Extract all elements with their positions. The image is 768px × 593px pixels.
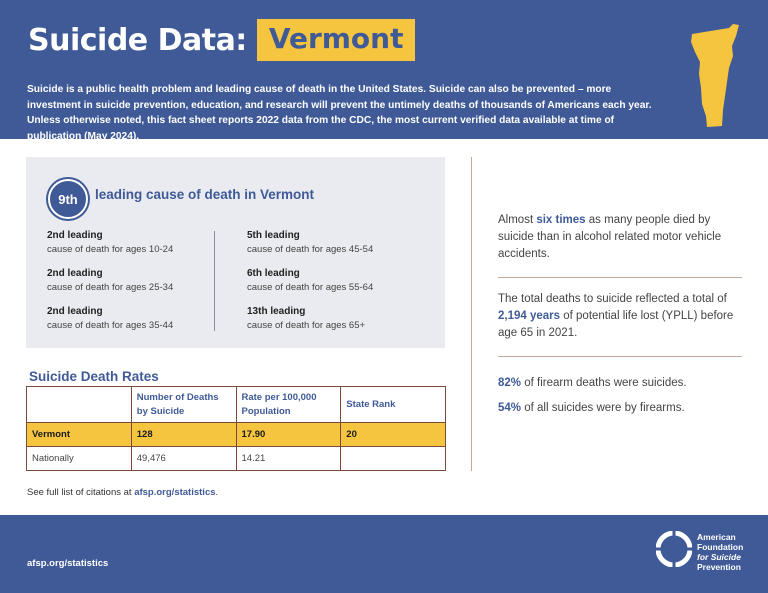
intro-paragraph: Suicide is a public health problem and leading cause of death in the United States. Suicide can also be prevented – more investment in suicide prevention, education, and research will prevent the untimely deaths of thousands of Americans each year. Unless otherwise noted, this fact sheet reports 2022 data from the CDC, the most current verified data available at time of publication (May 2024). <box>27 84 652 142</box>
stat-text: The total deaths to suicide reflected a total of <box>498 293 727 305</box>
stat-highlight: 82% <box>498 377 522 389</box>
table-header-cell: Number of Deaths by Suicide <box>131 387 236 423</box>
leading-rank: 13th leading <box>247 306 306 317</box>
stat-ypll <box>498 291 742 342</box>
state-name-badge: Vermont <box>257 19 416 61</box>
table-cell: 49,476 <box>131 447 236 471</box>
citations-prefix: See full list of citations at <box>27 487 135 498</box>
leading-rank: 2nd leading <box>47 306 103 317</box>
header-banner <box>0 0 768 142</box>
table-cell: Nationally <box>27 447 132 471</box>
org-name-line: Foundation <box>697 542 744 552</box>
leading-rank: 2nd leading <box>47 268 103 279</box>
citations-suffix: . <box>215 487 219 498</box>
org-name-line: for Suicide <box>697 552 741 562</box>
stat-text: Almost <box>498 214 537 226</box>
leading-item <box>247 267 427 295</box>
citations-link[interactable]: afsp.org/statistics <box>134 487 216 498</box>
vermont-map-icon <box>689 24 741 128</box>
table-header-cell: State Rank <box>341 387 446 423</box>
table-row <box>27 423 446 447</box>
stat-firearm-suicides <box>498 400 742 417</box>
table-cell: 20 <box>341 423 446 447</box>
horizontal-divider <box>498 356 742 357</box>
stat-text: as many people died by suicide than in alcohol related motor vehicle accidents. <box>498 214 722 260</box>
org-name-line: American <box>697 532 736 542</box>
leading-item <box>247 229 427 257</box>
page-title <box>28 18 415 62</box>
table-header-row <box>27 387 446 423</box>
leading-desc: cause of death for ages 45-54 <box>247 244 374 255</box>
leading-desc: cause of death for ages 55-64 <box>247 282 374 293</box>
org-name-line: Prevention <box>697 562 741 572</box>
table-cell: 17.90 <box>236 423 341 447</box>
stat-highlight: six times <box>536 214 586 226</box>
stat-highlight: 54% <box>498 402 522 414</box>
afsp-logo-icon <box>656 531 692 567</box>
leading-rank: 5th leading <box>247 230 300 241</box>
rank-badge: 9th <box>48 179 88 219</box>
leading-item <box>247 305 427 333</box>
leading-item <box>47 229 227 257</box>
rates-table <box>26 386 446 471</box>
horizontal-divider <box>498 277 742 278</box>
table-cell: 128 <box>131 423 236 447</box>
table-cell <box>341 447 446 471</box>
org-name <box>697 532 743 572</box>
stat-text: of firearm deaths were suicides. <box>521 377 687 389</box>
vertical-divider <box>471 157 472 471</box>
stat-text: of all suicides were by firearms. <box>521 402 685 414</box>
footer-link[interactable]: afsp.org/statistics <box>27 558 109 569</box>
table-header-cell <box>27 387 132 423</box>
rates-title: Suicide Death Rates <box>29 369 159 384</box>
table-row <box>27 447 446 471</box>
table-cell: 14.21 <box>236 447 341 471</box>
stat-firearm-deaths <box>498 375 742 392</box>
rank-title: leading cause of death in Vermont <box>95 187 315 202</box>
leading-desc: cause of death for ages 10-24 <box>47 244 174 255</box>
leading-desc: cause of death for ages 35-44 <box>47 320 174 331</box>
leading-desc: cause of death for ages 65+ <box>247 320 366 331</box>
leading-item <box>47 267 227 295</box>
leading-desc: cause of death for ages 25-34 <box>47 282 174 293</box>
table-header-cell: Rate per 100,000 Population <box>236 387 341 423</box>
stat-text: of potential life lost (YPLL) before age 65 in 2021. <box>498 310 734 339</box>
leading-rank: 2nd leading <box>47 230 103 241</box>
title-text: Suicide Data: <box>28 22 247 58</box>
table-cell: Vermont <box>27 423 132 447</box>
leading-rank: 6th leading <box>247 268 300 279</box>
stat-alcohol-comparison <box>498 212 742 263</box>
stat-highlight: 2,194 years <box>498 310 561 322</box>
leading-cause-panel <box>26 157 445 348</box>
citations-note <box>27 487 218 498</box>
leading-item <box>47 305 227 333</box>
footer-banner <box>0 515 768 593</box>
